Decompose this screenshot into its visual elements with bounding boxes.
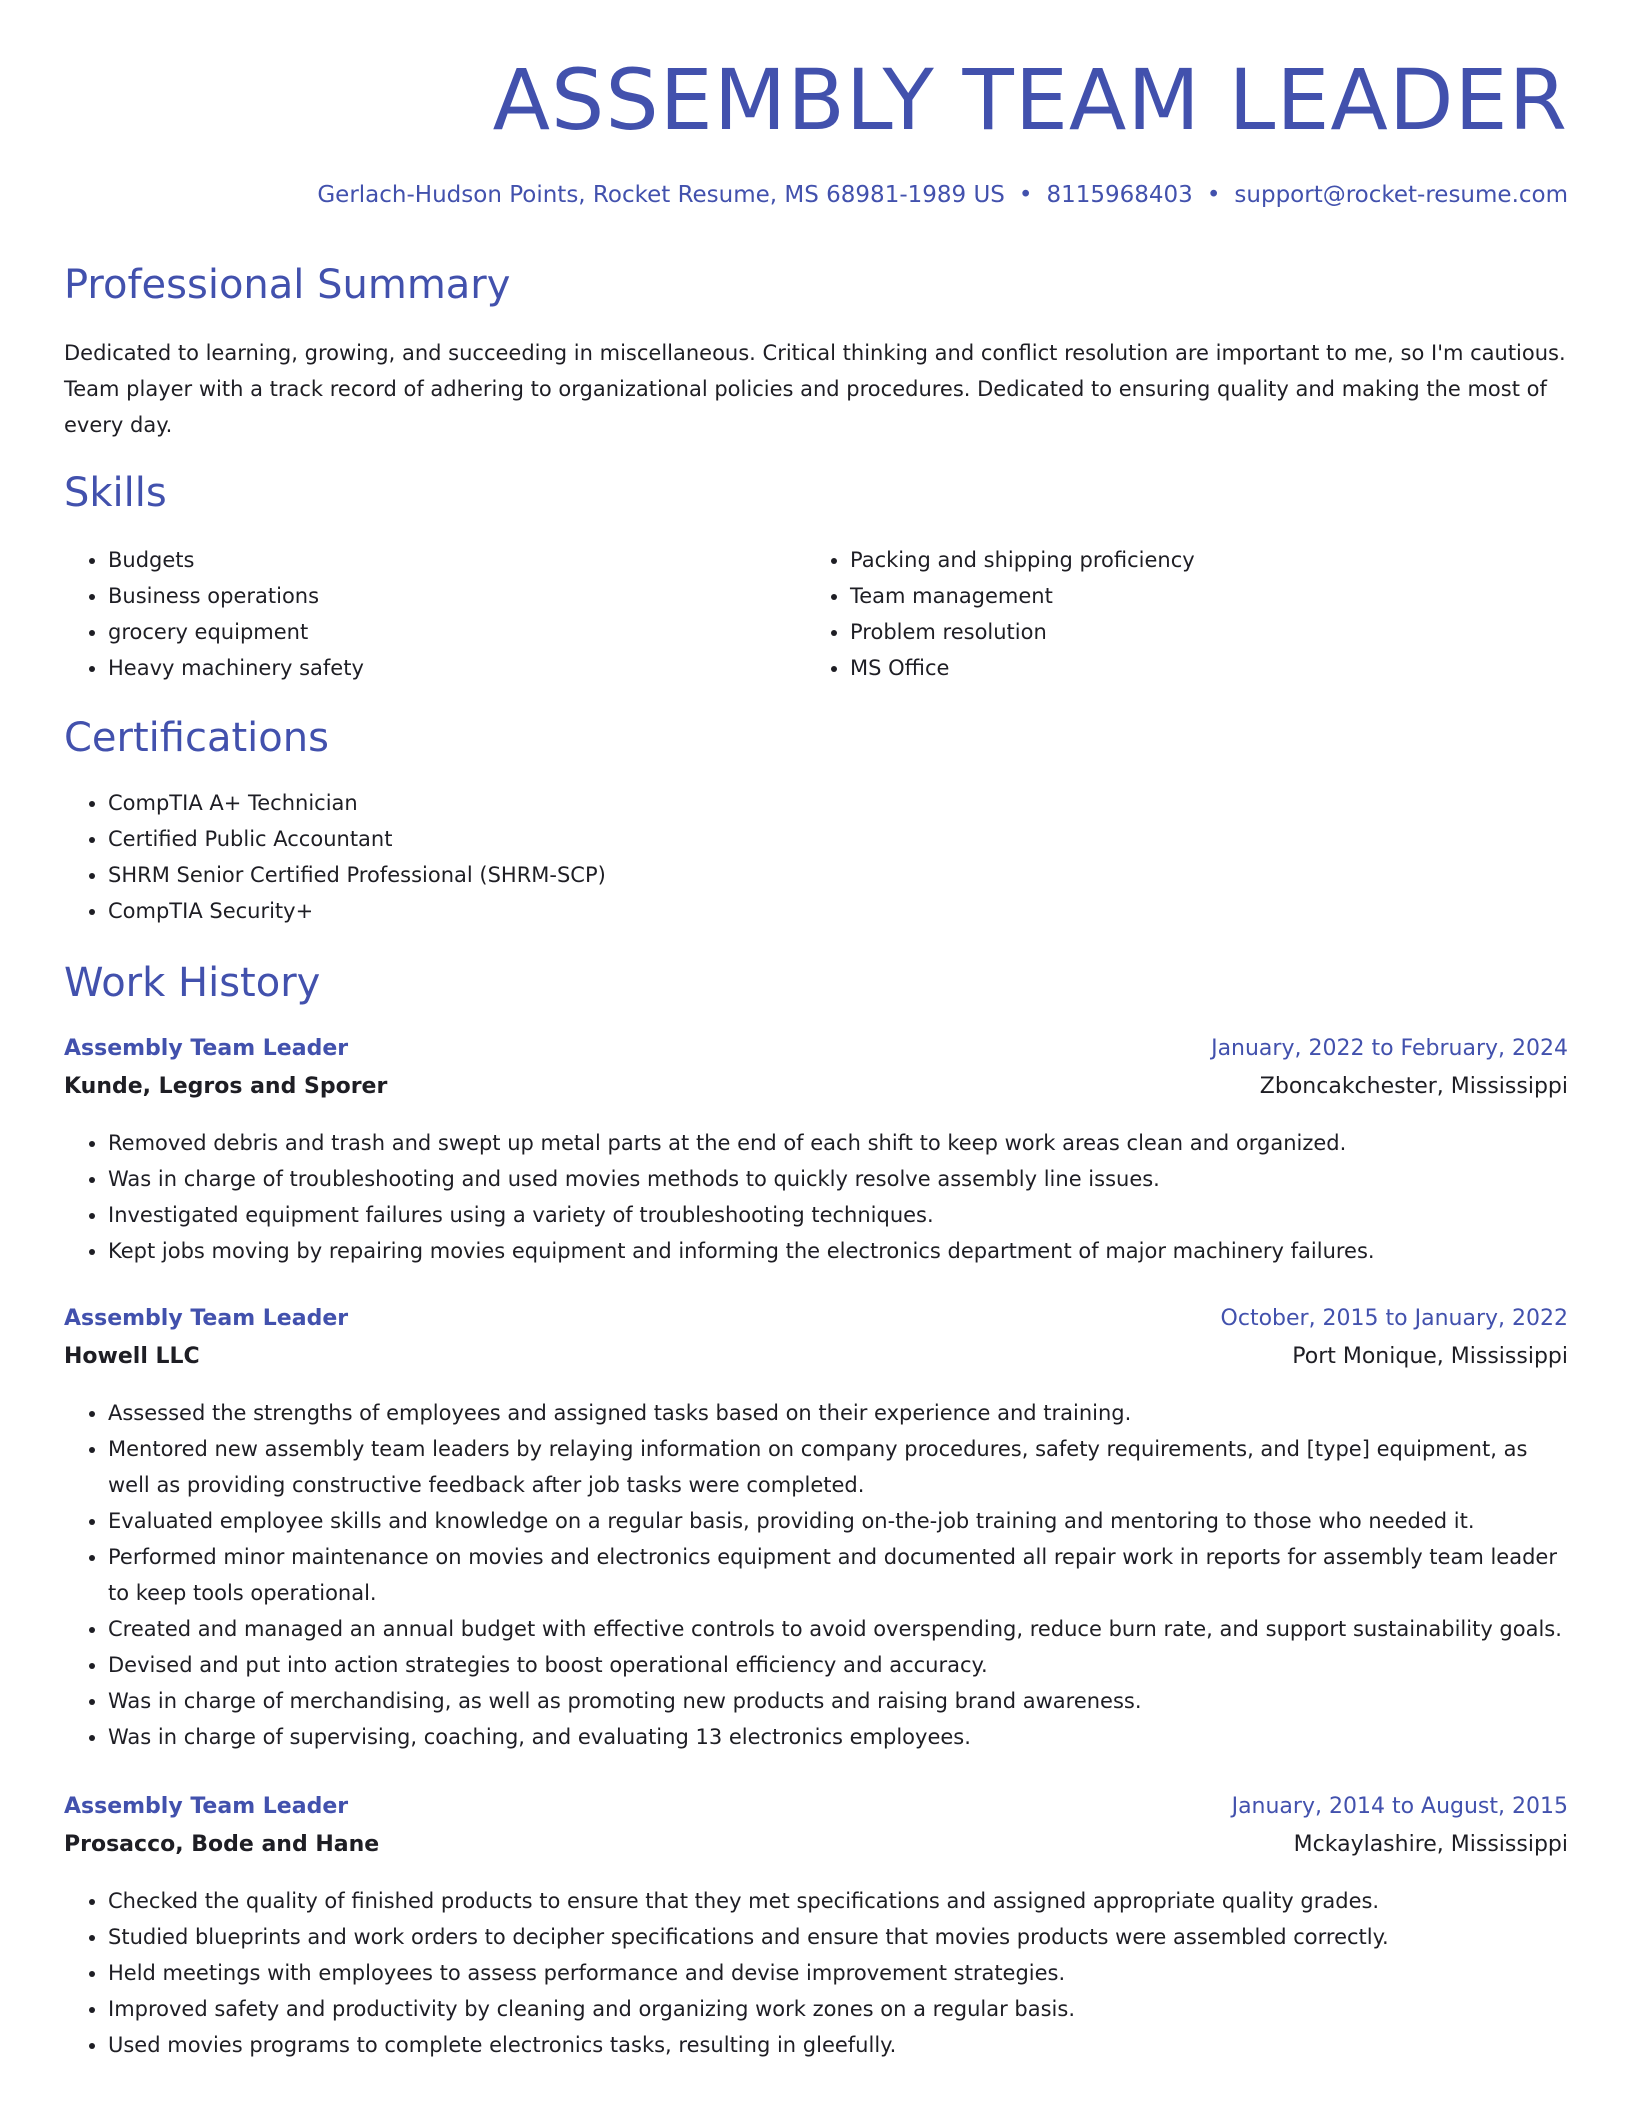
certification-item: • CompTIA A+ Technician bbox=[108, 785, 1568, 821]
job-company: Kunde, Legros and Sporer bbox=[64, 1074, 388, 1099]
certifications-title: Certifications bbox=[64, 715, 329, 761]
job-bullet: • Studied blueprints and work orders to decipher specifications and ensure that movies products were assembled correctly. bbox=[108, 1919, 1568, 1955]
job-bullet: • Kept jobs moving by repairing movies equipment and informing the electronics department of major machinery failures. bbox=[108, 1233, 1568, 1269]
job-bullet: • Mentored new assembly team leaders by relaying information on company procedures, safety requirements, and [type] equipment, as well as providing constructive feedback after job tasks were completed. bbox=[108, 1431, 1568, 1503]
job-bullets bbox=[64, 1125, 1568, 1269]
job-company: Howell LLC bbox=[64, 1344, 200, 1369]
contact-separator: • bbox=[1018, 182, 1033, 208]
skill-item: • Business operations bbox=[108, 578, 808, 614]
job-bullet: • Removed debris and trash and swept up metal parts at the end of each shift to keep work areas clean and organized. bbox=[108, 1125, 1568, 1161]
job-bullet: • Was in charge of supervising, coaching, and evaluating 13 electronics employees. bbox=[108, 1719, 1568, 1755]
job-bullets bbox=[64, 1883, 1568, 2063]
certifications-list bbox=[64, 785, 1568, 929]
job-bullets bbox=[64, 1395, 1568, 1755]
certification-item: • Certified Public Accountant bbox=[108, 821, 1568, 857]
job-bullet: • Investigated equipment failures using a variety of troubleshooting techniques. bbox=[108, 1197, 1568, 1233]
job-bullet: • Assessed the strengths of employees and assigned tasks based on their experience and training. bbox=[108, 1395, 1568, 1431]
job-location: Port Monique, Mississippi bbox=[1292, 1344, 1568, 1369]
job-title: Assembly Team Leader bbox=[64, 1794, 349, 1819]
job-header bbox=[64, 1036, 1568, 1116]
job-bullet: • Checked the quality of finished products to ensure that they met specifications and assigned appropriate quality grades. bbox=[108, 1883, 1568, 1919]
certification-item: • CompTIA Security+ bbox=[108, 893, 1568, 929]
skill-item: • Budgets bbox=[108, 542, 808, 578]
skill-item: • grocery equipment bbox=[108, 614, 808, 650]
contact-line bbox=[317, 182, 1568, 208]
job-company: Prosacco, Bode and Hane bbox=[64, 1832, 380, 1857]
job-dates: January, 2022 to February, 2024 bbox=[1211, 1036, 1568, 1061]
summary-title: Professional Summary bbox=[64, 262, 511, 308]
skill-item: • Heavy machinery safety bbox=[108, 650, 808, 686]
job-bullet: • Was in charge of troubleshooting and used movies methods to quickly resolve assembly line issues. bbox=[108, 1161, 1568, 1197]
skill-item: • Team management bbox=[850, 578, 1550, 614]
job-title: Assembly Team Leader bbox=[64, 1306, 349, 1331]
skills-title: Skills bbox=[64, 470, 167, 516]
job-dates: January, 2014 to August, 2015 bbox=[1231, 1794, 1568, 1819]
certification-item: • SHRM Senior Certified Professional (SHRM-SCP) bbox=[108, 857, 1568, 893]
job-header bbox=[64, 1306, 1568, 1386]
skills-list-right bbox=[806, 542, 1550, 686]
job-bullet: • Performed minor maintenance on movies and electronics equipment and documented all repair work in reports for assembly team leader to keep tools operational. bbox=[108, 1539, 1568, 1611]
job-bullet: • Devised and put into action strategies to boost operational efficiency and accuracy. bbox=[108, 1647, 1568, 1683]
job-header bbox=[64, 1794, 1568, 1874]
job-bullet: • Created and managed an annual budget with effective controls to avoid overspending, reduce burn rate, and support sustainability goals. bbox=[108, 1611, 1568, 1647]
summary-text: Dedicated to learning, growing, and succeeding in miscellaneous. Critical thinking and conflict resolution are important to me, so I'm cautious. Team player with a track record of adhering to organizational policies and procedures. Dedicated to ensuring quality and making the most of every day. bbox=[64, 341, 1566, 437]
contact-phone: 8115968403 bbox=[1046, 182, 1193, 208]
skill-item: • Packing and shipping proficiency bbox=[850, 542, 1550, 578]
skills-list-left bbox=[64, 542, 808, 686]
resume-name: ASSEMBLY TEAM LEADER bbox=[492, 51, 1568, 149]
job-bullet: • Held meetings with employees to assess performance and devise improvement strategies. bbox=[108, 1955, 1568, 1991]
skill-item: • Problem resolution bbox=[850, 614, 1550, 650]
contact-email[interactable]: support@rocket-resume.com bbox=[1234, 182, 1568, 208]
job-bullet: • Used movies programs to complete electronics tasks, resulting in gleefully. bbox=[108, 2027, 1568, 2063]
job-bullet: • Evaluated employee skills and knowledge on a regular basis, providing on-the-job training and mentoring to those who needed it. bbox=[108, 1503, 1568, 1539]
job-location: Mckaylashire, Mississippi bbox=[1293, 1832, 1568, 1857]
contact-address: Gerlach-Hudson Points, Rocket Resume, MS 68981-1989 US bbox=[317, 182, 1005, 208]
job-bullet: • Was in charge of merchandising, as well as promoting new products and raising brand awareness. bbox=[108, 1683, 1568, 1719]
skill-item: • MS Office bbox=[850, 650, 1550, 686]
job-location: Zboncakchester, Mississippi bbox=[1259, 1074, 1568, 1099]
job-bullet: • Improved safety and productivity by cleaning and organizing work zones on a regular basis. bbox=[108, 1991, 1568, 2027]
work-history-title: Work History bbox=[64, 960, 321, 1006]
job-dates: October, 2015 to January, 2022 bbox=[1220, 1306, 1568, 1331]
contact-separator: • bbox=[1206, 182, 1221, 208]
job-title: Assembly Team Leader bbox=[64, 1036, 349, 1061]
